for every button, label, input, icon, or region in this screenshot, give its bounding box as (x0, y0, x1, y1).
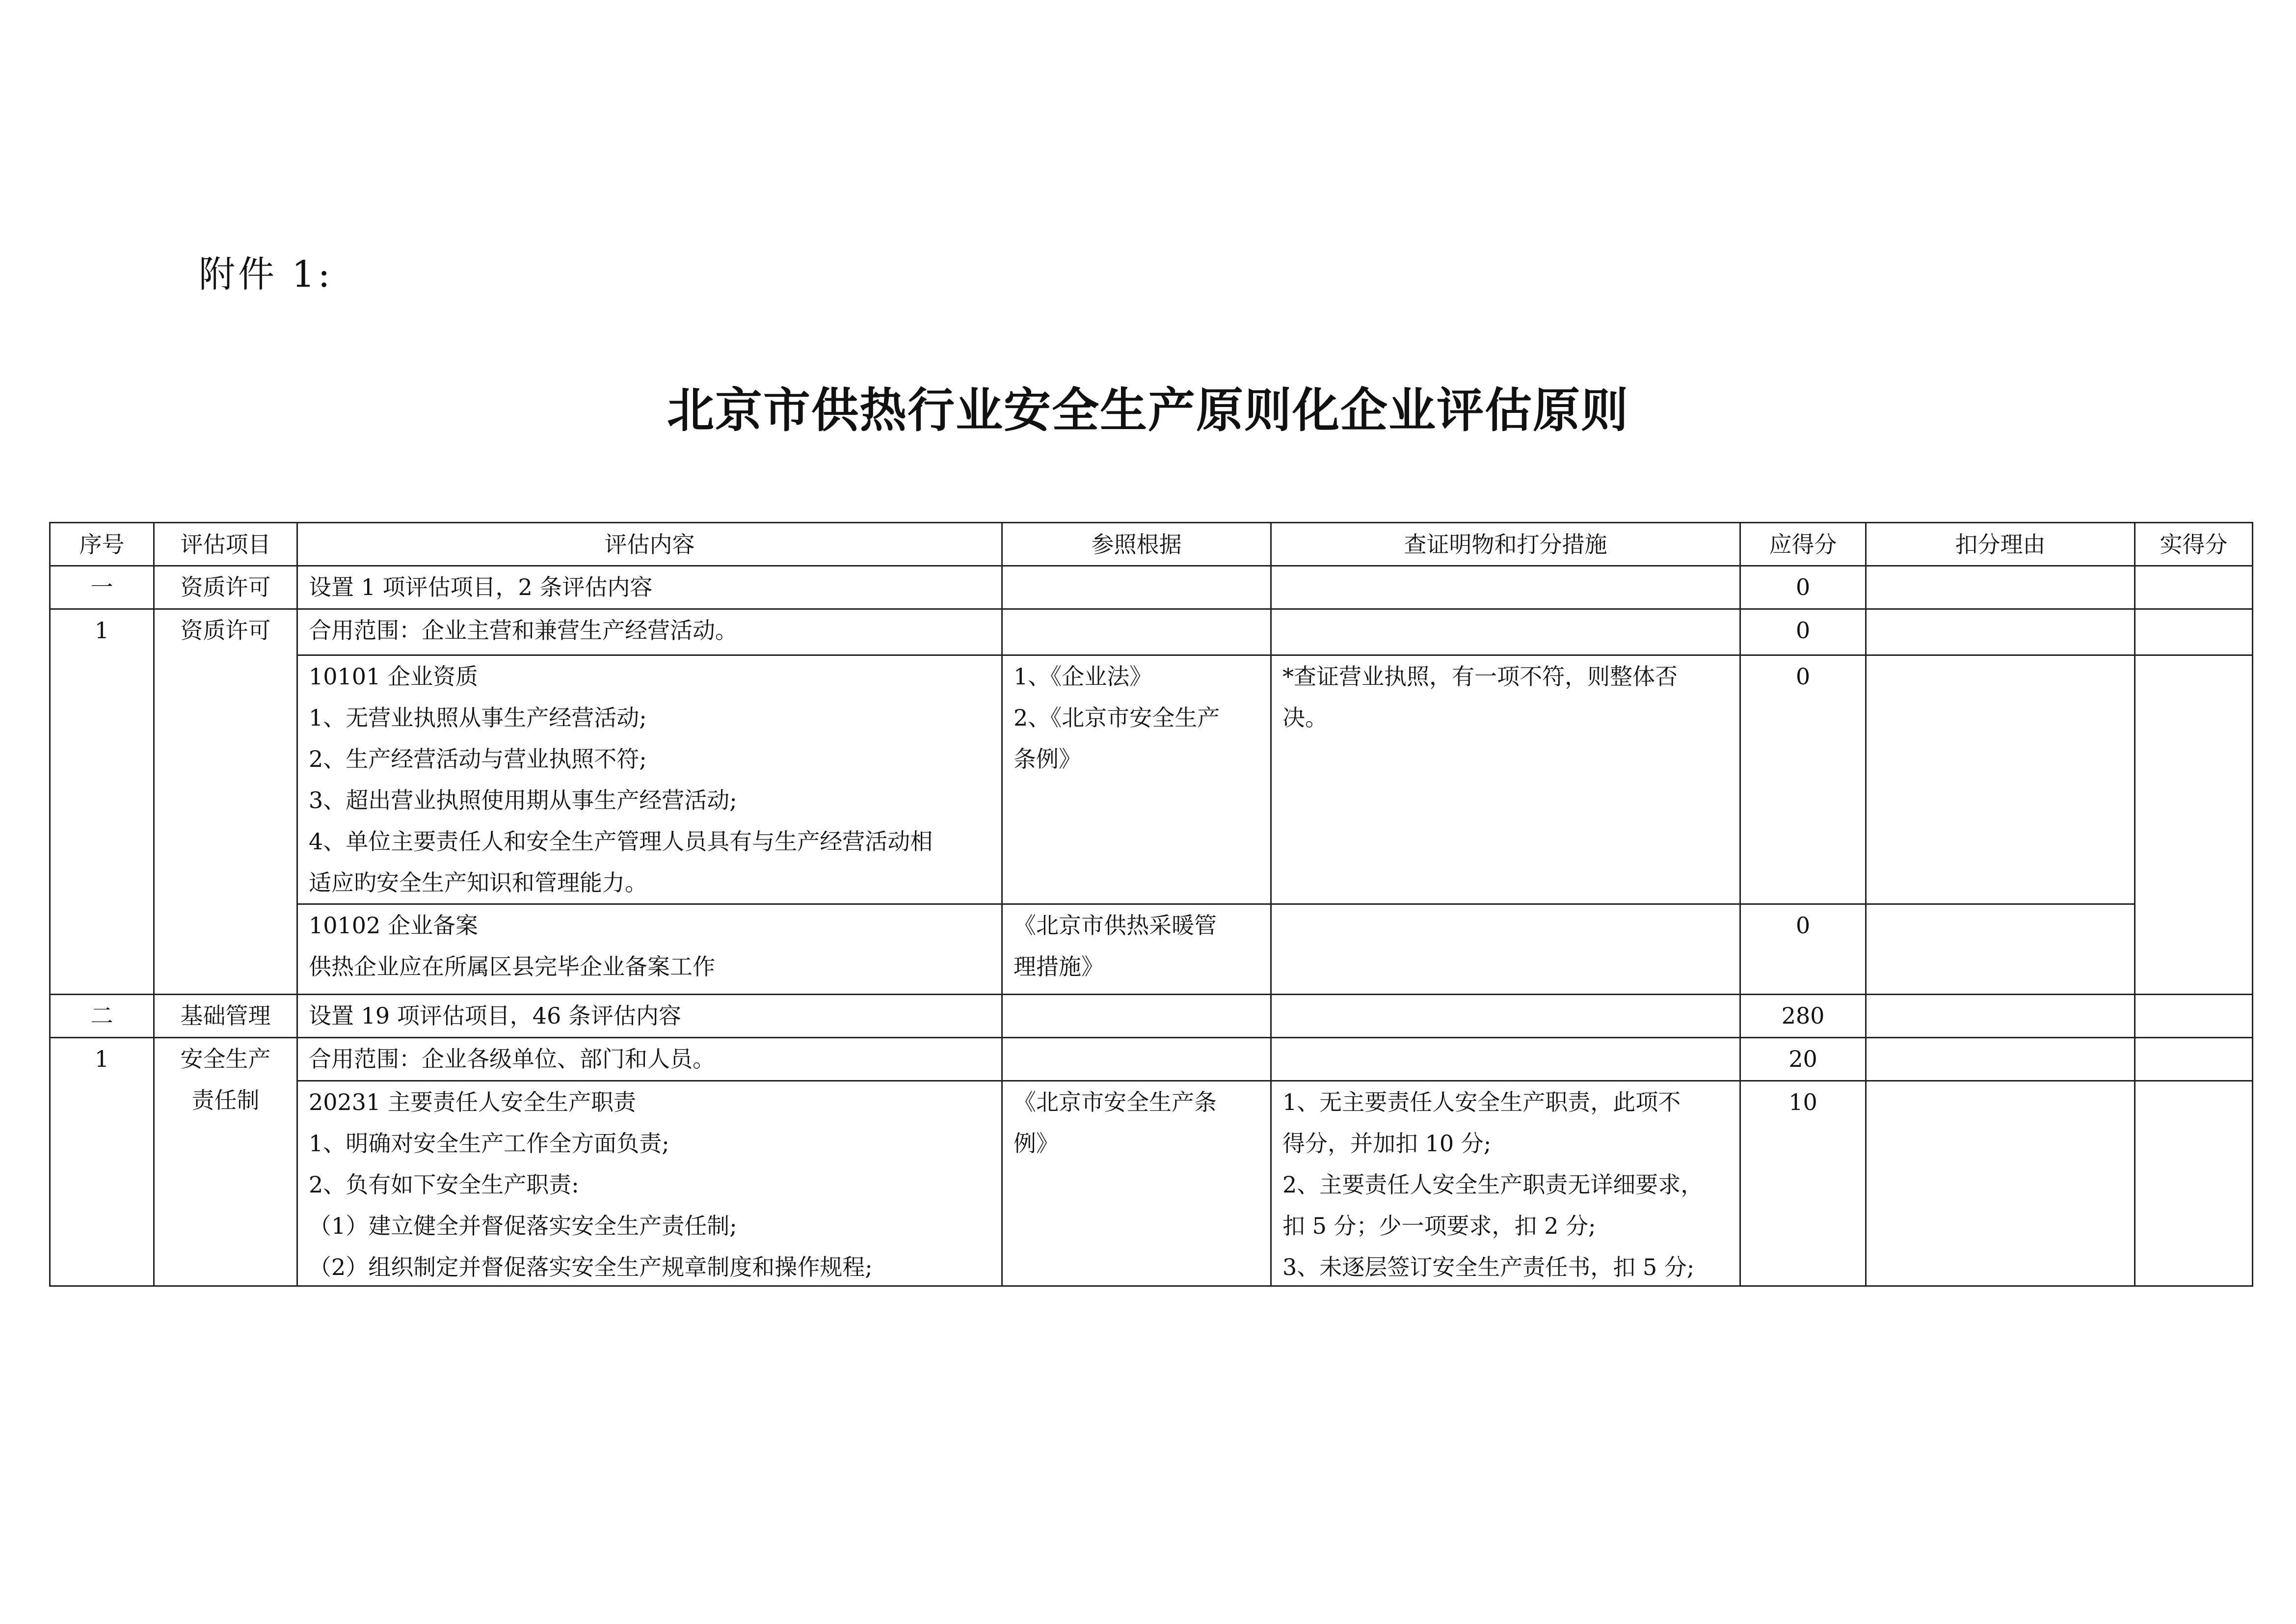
row-2-scope-score: 20 (1740, 1038, 1866, 1081)
section-2-item: 基础管理 (154, 995, 297, 1038)
header-deduction-reason: 扣分理由 (1866, 523, 2135, 566)
row-1-actual-score (2135, 655, 2253, 995)
item-10101-check (1271, 655, 1740, 904)
document-title: 北京市供热行业安全生产原则化企业评估原则 (667, 382, 1629, 438)
item-10102-ref-1: 《北京市供热采暖管 (1014, 912, 1217, 939)
row-1-no: 1 (50, 609, 154, 995)
row-1-item: 资质许可 (154, 609, 297, 995)
header-row (50, 523, 2253, 566)
row-2-scope: 合用范围：企业各级单位、部门和人员。 (297, 1038, 1002, 1081)
section-1-actual (2135, 566, 2253, 609)
row-2-item-line-1: 安全生产 (180, 1046, 271, 1072)
row-2-scope-check (1271, 1038, 1740, 1081)
item-20231-score: 10 (1740, 1081, 1866, 1286)
item-20231-check-1: 1、无主要责任人安全生产职责，此项不 (1282, 1089, 1681, 1115)
item-10101-ref-1: 1、《企业法》 (1014, 663, 1152, 690)
item-20231-reference (1002, 1081, 1271, 1286)
section-row-1 (50, 566, 2253, 609)
item-10101-reference (1002, 655, 1271, 904)
item-10101-line-3: 3、超出营业执照使用期从事生产经营活动; (309, 787, 737, 813)
item-10101-line-2: 2、生产经营活动与营业执照不符; (309, 746, 647, 772)
item-20231-line-4: （2）组织制定并督促落实安全生产规章制度和操作规程; (309, 1254, 873, 1280)
row-1-scope: 合用范围：企业主营和兼营生产经营活动。 (297, 609, 1002, 655)
item-20231-line-2: 2、负有如下安全生产职责: (309, 1171, 579, 1198)
item-10101-line-4: 4、单位主要责任人和安全生产管理人员具有与生产经营活动相 (309, 828, 933, 855)
item-10101-reason (1866, 655, 2135, 904)
item-20231-check-5: 3、未逐层签订安全生产责任书，扣 5 分; (1282, 1254, 1695, 1280)
row-2-item-line-2: 责任制 (191, 1087, 260, 1113)
section-2-score: 280 (1740, 995, 1866, 1038)
item-20231-line-3: （1）建立健全并督促落实安全生产责任制; (309, 1213, 737, 1239)
evaluation-table (49, 522, 2253, 1287)
item-20231-code: 20231 主要责任人安全生产职责 (309, 1089, 636, 1115)
item-20231-line-1: 1、明确对安全生产工作全方面负责; (309, 1130, 669, 1157)
item-10102-content (297, 904, 1002, 995)
item-10101-ref-3: 条例》 (1014, 746, 1081, 772)
item-10102-ref-2: 理措施》 (1014, 953, 1104, 980)
header-actual-score: 实得分 (2135, 523, 2253, 566)
scope-row-2 (50, 1038, 2253, 1081)
item-20231-actual (2135, 1081, 2253, 1286)
section-2-check (1271, 995, 1740, 1038)
item-20231-ref-1: 《北京市安全生产条 (1014, 1089, 1217, 1115)
evaluation-row-20231 (50, 1081, 2253, 1286)
item-10102-code: 10102 企业备案 (309, 912, 478, 939)
item-20231-content (297, 1081, 1002, 1286)
row-1-scope-score: 0 (1740, 609, 1866, 655)
item-10101-code: 10101 企业资质 (309, 663, 478, 690)
evaluation-row-10101 (50, 655, 2253, 904)
section-2-content: 设置 19 项评估项目，46 条评估内容 (297, 995, 1002, 1038)
item-10102-line-1: 供热企业应在所属区县完毕企业备案工作 (309, 953, 715, 980)
item-10102-score: 0 (1740, 904, 1866, 995)
item-20231-reason (1866, 1081, 2135, 1286)
row-2-no: 1 (50, 1038, 154, 1286)
item-10101-ref-2: 2、《北京市安全生产 (1014, 704, 1220, 731)
item-10101-check-1: *查证营业执照，有一项不符，则整体否 (1282, 663, 1678, 690)
header-full-score: 应得分 (1740, 523, 1866, 566)
item-20231-check-4: 扣 5 分；少一项要求，扣 2 分; (1282, 1213, 1596, 1239)
header-check-method: 查证明物和打分措施 (1271, 523, 1740, 566)
row-2-item (154, 1038, 297, 1286)
section-1-no: 一 (50, 566, 154, 609)
item-10101-content (297, 655, 1002, 904)
section-1-score: 0 (1740, 566, 1866, 609)
section-2-no: 二 (50, 995, 154, 1038)
item-20231-check-2: 得分，并加扣 10 分; (1282, 1130, 1492, 1157)
evaluation-row-10102 (50, 904, 2253, 995)
section-row-2 (50, 995, 2253, 1038)
section-1-reason (1866, 566, 2135, 609)
row-2-scope-reason (1866, 1038, 2135, 1081)
item-10101-line-5: 适应旳安全生产知识和管理能力。 (309, 869, 647, 896)
header-reference: 参照根据 (1002, 523, 1271, 566)
section-1-reference (1002, 566, 1271, 609)
header-item: 评估项目 (154, 523, 297, 566)
section-2-reference (1002, 995, 1271, 1038)
item-20231-ref-2: 例》 (1014, 1130, 1059, 1157)
header-no: 序号 (50, 523, 154, 566)
section-1-item: 资质许可 (154, 566, 297, 609)
scope-row-1 (50, 609, 2253, 655)
section-2-actual (2135, 995, 2253, 1038)
item-10102-reference (1002, 904, 1271, 995)
section-2-reason (1866, 995, 2135, 1038)
item-20231-check-3: 2、主要责任人安全生产职责无详细要求， (1282, 1171, 1704, 1198)
item-10102-reason (1866, 904, 2135, 995)
attachment-label: 附件 1: (199, 253, 333, 296)
row-1-scope-actual (2135, 609, 2253, 655)
item-10101-check-2: 决。 (1282, 704, 1328, 731)
header-content: 评估内容 (297, 523, 1002, 566)
row-2-scope-reference (1002, 1038, 1271, 1081)
row-1-scope-check (1271, 609, 1740, 655)
item-20231-check (1271, 1081, 1740, 1286)
row-1-scope-reason (1866, 609, 2135, 655)
item-10101-line-1: 1、无营业执照从事生产经营活动; (309, 704, 647, 731)
item-10101-score: 0 (1740, 655, 1866, 904)
section-1-check (1271, 566, 1740, 609)
section-1-content: 设置 1 项评估项目，2 条评估内容 (297, 566, 1002, 609)
item-10102-check (1271, 904, 1740, 995)
row-2-scope-actual (2135, 1038, 2253, 1081)
row-1-scope-reference (1002, 609, 1271, 655)
